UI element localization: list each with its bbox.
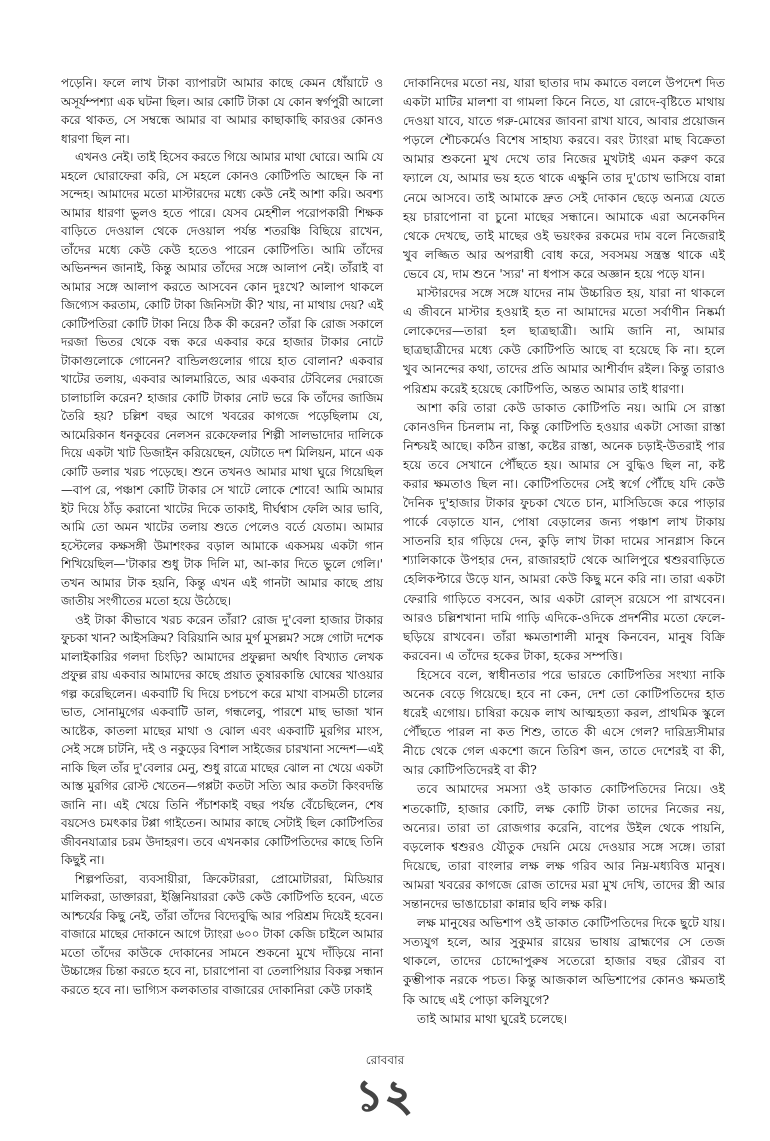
paragraph: পড়েনি। ফলে লাখ টাকা ব্যাপারটা আমার কাছে কেমন ধোঁয়াটে ও অসূর্যম্পশ্যা এক ঘটনা ছিল। আর কোটি টাকা যে কোন স্বর্গপুরী আলো করে থাকত, সে সম্বন্ধে আমার বা আমার কাছাকাছি কারওর কোনও ধারণা ছিল না।: [61, 76, 383, 146]
right-column: [403, 74, 725, 1029]
paragraph: তবে আমাদের সমস্যা ওই ডাকাত কোটিপতিদের নিয়ে। ওই শতকোটি, হাজার কোটি, লক্ষ কোটি টাকা তাদের নিজের নয়, অন্যের। তারা তা রোজগার করেনি, বাপের উইল থেকে পায়নি, বড়লোক শ্বশুরও যৌতুক দেয়নি মেয়ে দেওয়ার সঙ্গে সঙ্গে। তারা দিয়েছে, তারা বাংলার লক্ষ লক্ষ গরিব আর নিম্ন-মধ্যবিত্ত মানুষ। আমরা খবরের কাগজে রোজ তাদের মরা মুখ দেখি, তাদের স্ত্রী আর সন্তানদের ভাঙাচোরা কান্নার ছবি লক্ষ করি।: [403, 782, 725, 912]
magazine-name: রোববার: [365, 1053, 405, 1067]
paragraph: লক্ষ মানুষের অভিশাপ ওই ডাকাত কোটিপতিদের দিকে ছুটে যায়। সত্যযুগ হলে, আর সুকুমার রায়ের ভাষায় ব্রাহ্মণের সে তেজ থাকলে, তাদের চোদ্দোপুরুষ সতেরো হাজার বছর রৌরব বা কুম্ভীপাক নরকে পচত। কিন্তু আজকাল অভিশাপের কোনও ক্ষমতাই কি আছে এই পোড়া কলিযুগে?: [403, 916, 725, 1007]
paragraph: দোকানিদের মতো নয়, যারা ছাতার দাম কমাতে বললে উপদেশ দিত একটা মাটির মালশা বা গামলা কিনে নিতে, যা রোদে-বৃষ্টিতে মাথায় দেওয়া যাবে, যাতে গরু-মোষের জাবনা রাখা যাবে, আবার প্রয়োজন পড়লে শৌচকর্মেও বিশেষ সাহায্য করবে। বরং ট্যাংরা মাছ বিক্রেতা আমার শুকনো মুখ দেখে তার নিজের মুখটাই এমন করুণ করে ফ্যালে যে, আমার ভয় হতে থাকে এক্ষুনি তার দু'চোখ ভাসিয়ে বান্না নেমে আসবে। তাই আমাকে দ্রুত সেই দোকান ছেড়ে অন্যত্র যেতে হয় চারাপোনা বা চুনো মাছের সন্ধানে। আমাকে এরা অনেকদিন থেকে দেখছে, তাই মাছের ওই ভয়ংকর রকমের দাম বলে নিজেরাই খুব লজ্জিত আর অপরাধী বোধ করে, সবসময় সন্ত্রস্ত থাকে এই ভেবে যে, দাম শুনে 'স্যর' না ধপাস করে অজ্ঞান হয়ে পড়ে যান।: [403, 76, 725, 281]
page-number: ১২: [355, 1071, 415, 1120]
paragraph: মাস্টারদের সঙ্গে সঙ্গে যাদের নাম উচ্চারিত হয়, যারা না থাকলে এ জীবনে মাস্টার হওয়াই হত না আমাদের মতো সর্বাণীন নিষ্কর্মা লোকেদের—তারা হল ছাত্রছাত্রী। আমি জানি না, আমার ছাত্রছাত্রীদের মধ্যে কেউ কোটিপতি আছে বা হয়েছে কি না। হলে খুব আনন্দের কথা, তাদের প্রতি আমার আশীর্বাদ রইল। কিন্তু তারাও পরিশ্রম করেই হয়েছে কোটিপতি, অন্তত আমার তাই ধারণা।: [403, 286, 725, 396]
paragraph: ওই টাকা কীভাবে খরচ করেন তাঁরা? রোজ দু'বেলা হাজার টাকার ফুচকা খান? আইসক্রিম? বিরিয়ানি আর মুর্গ মুসল্লম? সঙ্গে গোটা দশেক মালাইকারির গলদা চিংড়ি? আমাদের প্রফুল্লদা অর্থাৎ বিখ্যাত লেখক প্রফুল্ল রায় একবার আমাদের কাছে প্রয়াত তুষারকান্তি ঘোষের খাওয়ার গল্প করেছিলেন। একবাটি ঘি দিয়ে চপচপে করে মাখা বাসমতী চালের ভাত, সোনামুগের একবাটি ডাল, গন্ধলেবু, পারশে মাছ ভাজা খান আষ্টেক, কাতলা মাছের মাথা ও ঝোল এবং একবাটি মুরগির মাংস, সেই সঙ্গে চাটনি, দই ও নকুড়ের বিশাল সাইজের চারখানা সন্দেশ—এই নাকি ছিল তাঁর দু'বেলার মেনু, শুধু রাত্রে মাছের ঝোল না খেয়ে একটা আস্ত মুরগির রোস্ট খেতেন—গপ্পটা কতটা সত্যি আর কতটা কিংবদন্তি জানি না। এই খেয়ে তিনি পঁচাশকাই বছর পর্যন্ত বেঁচেছিলেন, শেষ বয়সেও চমৎকার টপ্পা গাইতেন। আমার কাছে সেটাই ছিল কোটিপতির জীবনযাত্রার চরম উদাহরণ। তবে এখনকার কোটিপতিদের কাছে তিনি কিছুই না।: [61, 612, 383, 867]
paragraph: তাই আমার মাথা ঘুরেই চলেছে।: [417, 1011, 568, 1026]
paragraph: আশা করি তারা কেউ ডাকাত কোটিপতি নয়। আমি সে রাস্তা কোনওদিন চিনলাম না, কিন্তু কোটিপতি হওয়ার একটা সোজা রাস্তা নিশ্চয়ই আছে। কঠিন রাস্তা, কষ্টের রাস্তা, অনেক চড়াই-উতরাই পার হয়ে তবে সেখানে পৌঁছতে হয়। আমার সে বুদ্ধিও ছিল না, কষ্ট করার ক্ষমতাও ছিল না। কোটিপতিদের সেই স্বর্গে পৌঁছে যদি কেউ দৈনিক দু'হাজার টাকার ফুচকা খেতে চান, মাসিডিজে করে পাড়ার পার্কে বেড়াতে যান, পোষা বেড়ালের জন্য পঞ্চাশ লাখ টাকায় সাতনরি হার গড়িয়ে দেন, কুড়ি লাখ টাকা দামের সানগ্লাস কিনে শ্যালিকাকে উপহার দেন, রাজারহাট থেকে আলিপুরে শ্বশুরবাড়িতে হেলিকপ্টারে উড়ে যান, আমরা কেউ কিছু মনে করি না। তারা একটা ফেরারি গাড়িতে বসবেন, আর একটা রোল্‌স রয়েসে পা রাখবেন। আরও চল্লিশখানা দামি গাড়ি এদিকে-ওদিকে প্রদর্শনীর মতো ফেলে-ছড়িয়ে রাখবেন। তাঁরা ক্ষমতাশালী মানুষ কিনবেন, মানুষ বিক্রি করবেন। এ তাঁদের হকের টাকা, হকের সম্পত্তি।: [403, 400, 725, 663]
paragraph: শিল্পপতিরা, ব্যবসায়ীরা, ক্রিকেটাররা, প্রোমোটাররা, মিডিয়ার মালিকরা, ডাক্তাররা, ইঞ্জিনিয়াররা কেউ কেউ কোটিপতি হবেন, এতে আশ্চর্যের কিছু নেই, তাঁরা তাঁদের বিদ্যেবুদ্ধি আর পরিশ্রম দিয়েই হবেন। বাজারে মাছের দোকানে আগে ট্যাংরা ৬০০ টাকা কেজি চাইলে আমার মতো তাঁদের কাউকে দোকানের সামনে শুকনো মুখে দাঁড়িয়ে নানা উচ্চাঙ্গের চিন্তা করতে হবে না, চারাপোনা বা তেলাপিয়ার বিকল্প সন্ধান করতে হবে না। ভাগ্যিস কলকাতার বাজারের দোকানিরা কেউ ঢাকাই: [61, 871, 383, 997]
paragraph: এখনও নেই। তাই হিসেব করতে গিয়ে আমার মাথা ঘোরে। আমি যে মহলে ঘোরাফেরা করি, সে মহলে কোনও কোটিপতি আছেন কি না সন্দেহ। আমাদের মতো মাস্টারদের মধ্যে কেউ নেই আশা করি। অবশ্য আমার ধারণা ভুলও হতে পারে। যেসব মেহশীল পরোপকারী শিক্ষক বাড়িতে দেওয়াল থেকে দেওয়াল পর্যন্ত শতরঞ্চি বিছিয়ে রাখেন, তাঁদের মধ্যে কেউ কেউ হতেও পারেন কোটিপতি। আমি তাঁদের অভিনন্দন জানাই, কিন্তু আমার তাঁদের সঙ্গে আলাপ নেই। তাঁরাই বা আমার সঙ্গে আলাপ করতে আসবেন কোন দুঃখে? আলাপ থাকলে জিগ্যেস করতাম, কোটি টাকা জিনিসটা কী? খায়, না মাথায় দেয়? এই কোটিপতিরা কোটি টাকা নিয়ে ঠিক কী করেন? তাঁরা কি রোজ সকালে দরজা ভিতর থেকে বন্ধ করে একবার করে হাজার টাকার নোটে টাকাগুলোকে গোনেন? বান্ডিলগুলোর গায়ে হাত বোলান? একবার খাটের তলায়, একবার আলমারিতে, আর একবার টেবিলের দেরাজে চালাচালি করেন? হাজার কোটি টাকার নোট ভরে কি তাঁদের জাজিম তৈরি হয়? চল্লিশ বছর আগে খবরের কাগজে পড়েছিলাম যে, আমেরিকান ধনকুবের নেলসন রকেফেলার শিল্পী সালভাদোর দালিকে দিয়ে একটা খাট ডিজাইন করিয়েছেন, যেটাতে দশ মিলিয়ন, মানে এক কোটি ডলার খরচ পড়েছে। শুনে তখনও আমার মাথা ঘুরে গিয়েছিল—বাপ রে, পঞ্চাশ কোটি টাকার সে খাটে লোকে শোবে! আমি আমার ইট দিয়ে ঠাঁড় করানো খাটের দিকে তাকাই, দীর্ঘশ্বাস ফেলি আর ভাবি, আমি তো অমন খাটের তলায় শুতে পেলেও বর্তে যেতাম। আমার হস্টেলের কক্ষসঙ্গী উমাশংকর বড়াল আমাকে একসময় একটা গান শিখিয়েছিল—'টাকার শুধু টাক দিলি মা, আ-কার দিতে ভুলে গেলি।' তখন আমার টাক হয়নি, কিন্তু এখন এই গানটা আমার কাছে প্রায় জাতীয় সংগীতের মতো হয়ে উঠেছে।: [61, 150, 383, 608]
page-footer: [0, 1052, 770, 1118]
paragraph: হিসেবে বলে, স্বাধীনতার পরে ভারতে কোটিপতির সংখ্যা নাকি অনেক বেড়ে গিয়েছে। হবে না কেন, দেশ তো কোটিপতিদের হাত ধরেই এগোয়। চাষিরা কয়েক লাখ আত্মহত্যা করল, প্রাথমিক স্কুলে পৌঁছতে পারল না কত শিশু, তাতে কী এসে গেল? দারিদ্র্যসীমার নীচে থেকে গেল একশো জনে তিরিশ জন, তাতে দেশেরই বা কী, আর কোটিপতিদেরই বা কী?: [403, 667, 725, 778]
left-column: [61, 74, 383, 999]
